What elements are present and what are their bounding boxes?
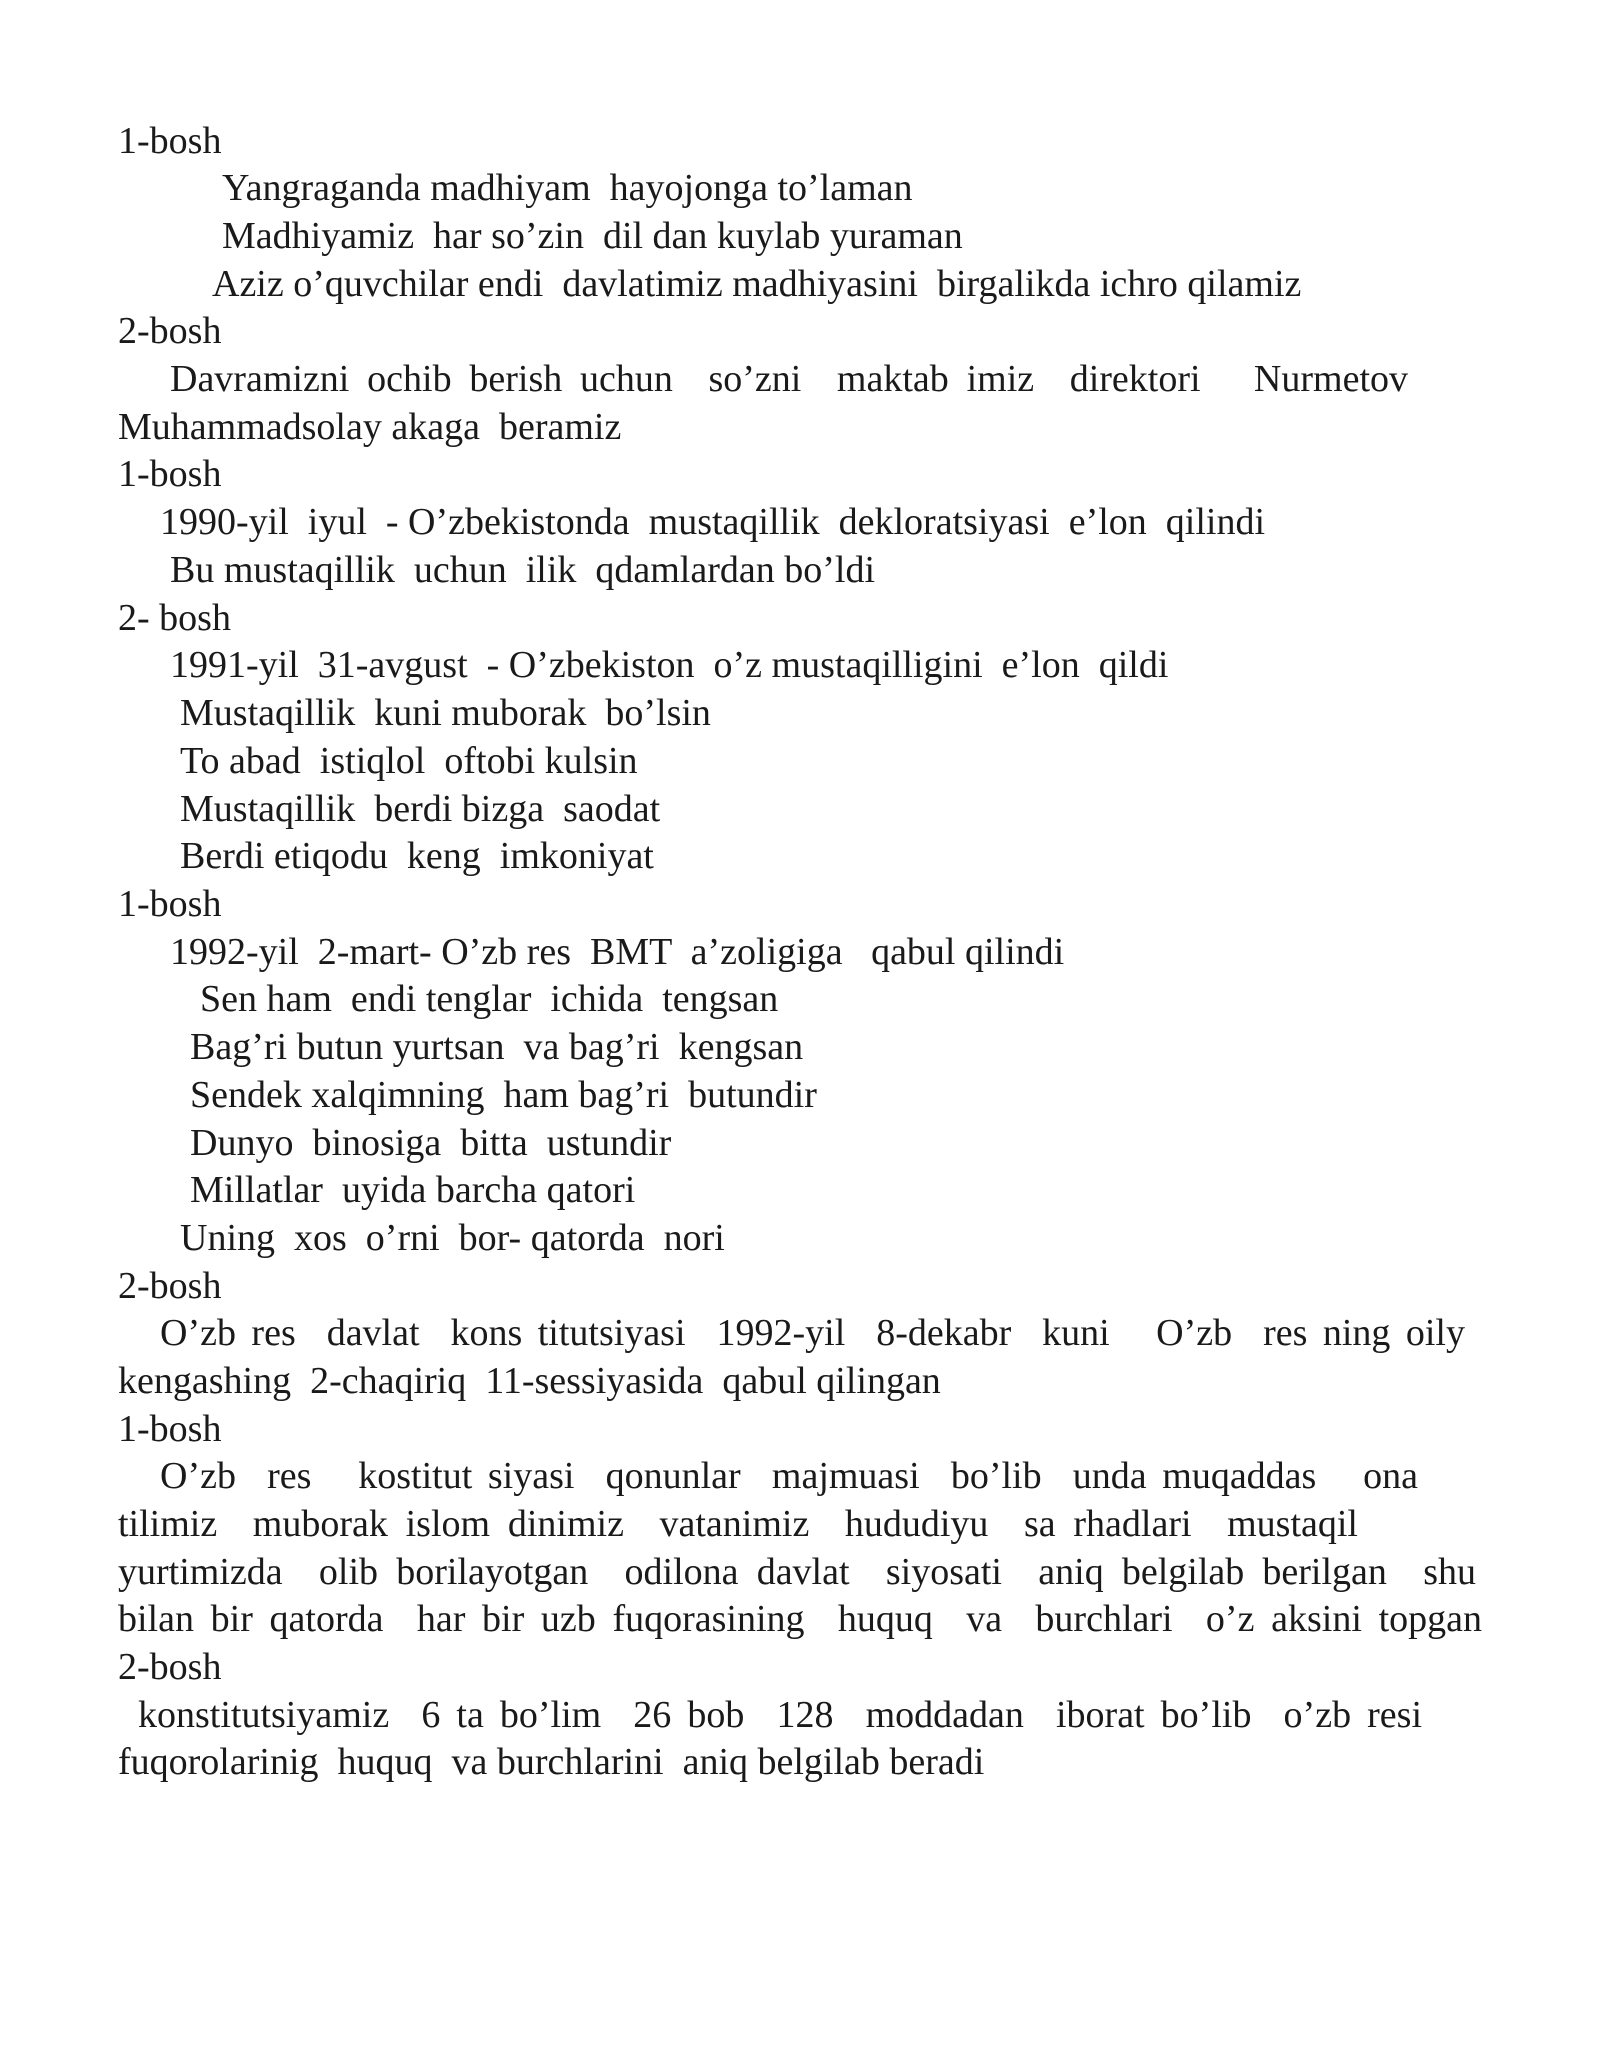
text-line: Uning xos o’rni bor- qatorda nori — [180, 1217, 725, 1259]
text-line: Muhammadsolay akaga beramiz — [118, 406, 622, 448]
text-line: Mustaqillik berdi bizga saodat — [180, 788, 661, 830]
text-line: tilimiz muborak islom dinimiz vatanimiz hududiyu sa rhadlari mustaqil — [118, 1503, 1358, 1545]
text-line: 1991-yil 31-avgust - O’zbekiston o’z mustaqilligini e’lon qildi — [170, 644, 1169, 686]
text-line: bilan bir qatorda har bir uzb fuqorasining huquq va burchlari o’z aksini topgan — [118, 1598, 1482, 1640]
speaker-heading: 2-bosh — [118, 1646, 222, 1688]
text-line: Madhiyamiz har so’zin dil dan kuylab yuraman — [222, 215, 963, 257]
text-line: 1992-yil 2-mart- O’zb res BMT a’zoligiga qabul qilindi — [170, 931, 1065, 973]
text-line: Bag’ri butun yurtsan va bag’ri kengsan — [190, 1026, 804, 1068]
text-line: Sendek xalqimning ham bag’ri butundir — [190, 1074, 817, 1116]
text-line: 1990-yil iyul - O’zbekistonda mustaqillik dekloratsiyasi e’lon qilindi — [160, 501, 1266, 543]
text-line: fuqorolarinig huquq va burchlarini aniq belgilab beradi — [118, 1741, 985, 1783]
text-line: Millatlar uyida barcha qatori — [190, 1169, 636, 1211]
text-line: Sen ham endi tenglar ichida tengsan — [200, 978, 779, 1020]
text-line: Yangraganda madhiyam hayojonga to’laman — [222, 167, 913, 209]
speaker-heading: 1-bosh — [118, 453, 222, 495]
text-line: O’zb res kostitut siyasi qonunlar majmuasi bo’lib unda muqaddas ona — [160, 1455, 1418, 1497]
text-line: yurtimizda olib borilayotgan odilona davlat siyosati aniq belgilab berilgan shu — [118, 1551, 1476, 1593]
text-line: konstitutsiyamiz 6 ta bo’lim 26 bob 128 moddadan iborat bo’lib o’zb resi — [138, 1694, 1422, 1736]
text-line: Dunyo binosiga bitta ustundir — [190, 1122, 672, 1164]
text-line: Berdi etiqodu keng imkoniyat — [180, 835, 654, 877]
text-line: To abad istiqlol oftobi kulsin — [180, 740, 638, 782]
text-line: Aziz o’quvchilar endi davlatimiz madhiyasini birgalikda ichro qilamiz — [212, 263, 1302, 305]
text-line: Bu mustaqillik uchun ilik qdamlardan bo’ldi — [170, 549, 876, 591]
text-line: O’zb res davlat kons titutsiyasi 1992-yil 8-dekabr kuni O’zb res ning oily — [160, 1312, 1465, 1354]
speaker-heading: 2- bosh — [118, 597, 231, 639]
speaker-heading: 2-bosh — [118, 1265, 222, 1307]
text-line: kengashing 2-chaqiriq 11-sessiyasida qabul qilingan — [118, 1360, 941, 1402]
text-line: Davramizni ochib berish uchun so’zni maktab imiz direktori Nurmetov — [170, 358, 1408, 400]
speaker-heading: 1-bosh — [118, 883, 222, 925]
speaker-heading: 2-bosh — [118, 310, 222, 352]
text-line: Mustaqillik kuni muborak bo’lsin — [180, 692, 711, 734]
speaker-heading: 1-bosh — [118, 120, 222, 162]
speaker-heading: 1-bosh — [118, 1408, 222, 1450]
